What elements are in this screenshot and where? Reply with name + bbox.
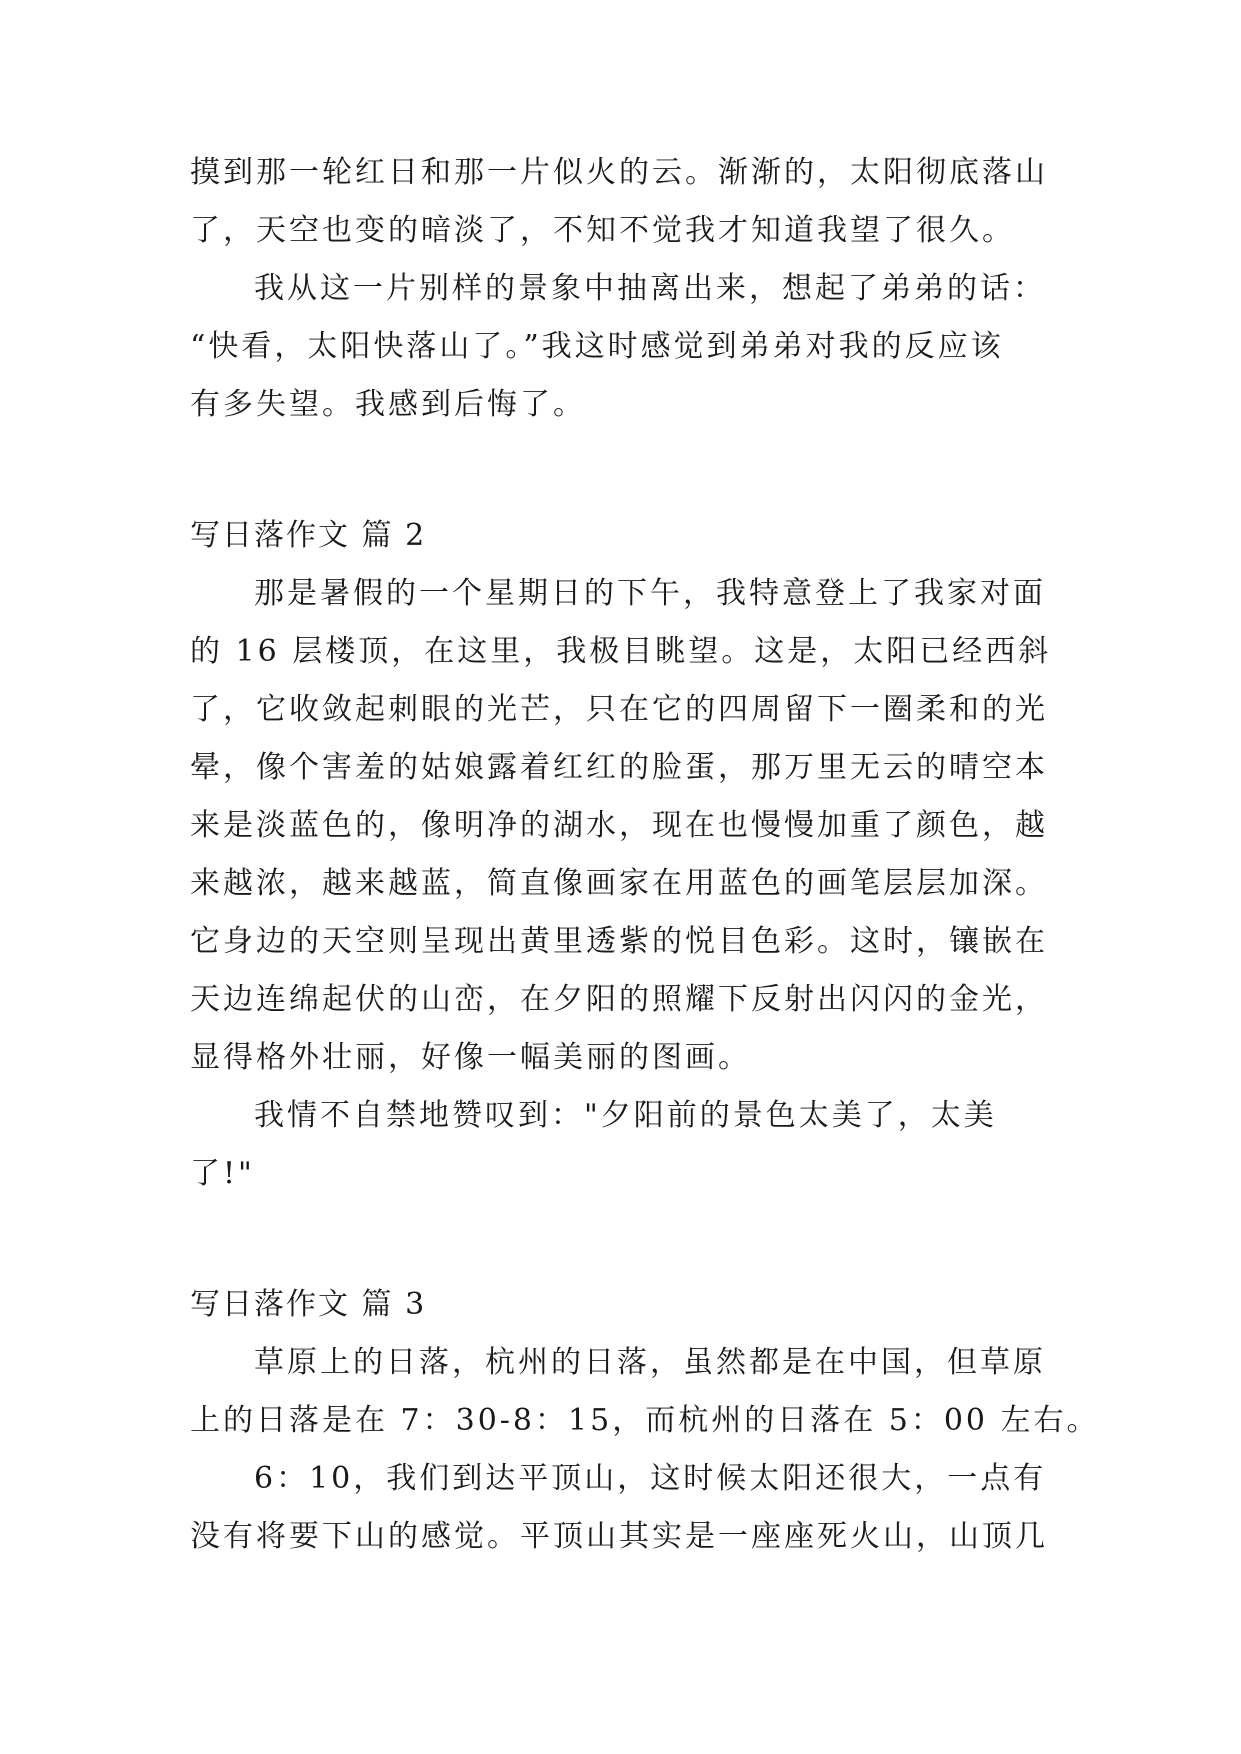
paragraph-line: 它身边的天空则呈现出黄里透紫的悦目色彩。这时，镶嵌在 [190, 924, 1048, 959]
paragraph-line: 了，天空也变的暗淡了，不知不觉我才知道我望了很久。 [190, 213, 1015, 248]
paragraph-line: 了!" [190, 1156, 255, 1191]
paragraph-line: 有多失望。我感到后悔了。 [190, 387, 586, 422]
paragraph-line: 的 16 层楼顶，在这里，我极目眺望。这是，太阳已经西斜 [190, 634, 1052, 669]
paragraph-line: 晕，像个害羞的姑娘露着红红的脸蛋，那万里无云的晴空本 [190, 750, 1048, 785]
paragraph-line: 天边连绵起伏的山峦，在夕阳的照耀下反射出闪闪的金光， [190, 982, 1048, 1017]
paragraph-line: 我从这一片别样的景象中抽离出来，想起了弟弟的话： [254, 271, 1046, 306]
paragraph-line: 了，它收敛起刺眼的光芒，只在它的四周留下一圈柔和的光 [190, 692, 1048, 727]
paragraph-line: 摸到那一轮红日和那一片似火的云。渐渐的，太阳彻底落山 [190, 155, 1048, 190]
paragraph-line: 我情不自禁地赞叹到："夕阳前的景色太美了，太美 [254, 1098, 997, 1133]
paragraph-line: 上的日落是在 7：30-8：15，而杭州的日落在 5：00 左右。 [190, 1403, 1100, 1438]
paragraph-line: 来是淡蓝色的，像明净的湖水，现在也慢慢加重了颜色，越 [190, 808, 1048, 843]
paragraph-line: 那是暑假的一个星期日的下午，我特意登上了我家对面 [254, 576, 1046, 611]
paragraph-line: 来越浓，越来越蓝，简直像画家在用蓝色的画笔层层加深。 [190, 866, 1048, 901]
paragraph-line: 6：10，我们到达平顶山，这时候太阳还很大，一点有 [254, 1461, 1047, 1496]
paragraph-line: “快看，太阳快落山了。”我这时感觉到弟弟对我的反应该 [190, 329, 1004, 364]
section-heading: 写日落作文 篇 3 [190, 1287, 427, 1322]
paragraph-line: 没有将要下山的感觉。平顶山其实是一座座死火山，山顶几 [190, 1519, 1048, 1554]
paragraph-line: 草原上的日落，杭州的日落，虽然都是在中国，但草原 [254, 1345, 1046, 1380]
section-heading: 写日落作文 篇 2 [190, 518, 427, 553]
paragraph-line: 显得格外壮丽，好像一幅美丽的图画。 [190, 1040, 751, 1075]
